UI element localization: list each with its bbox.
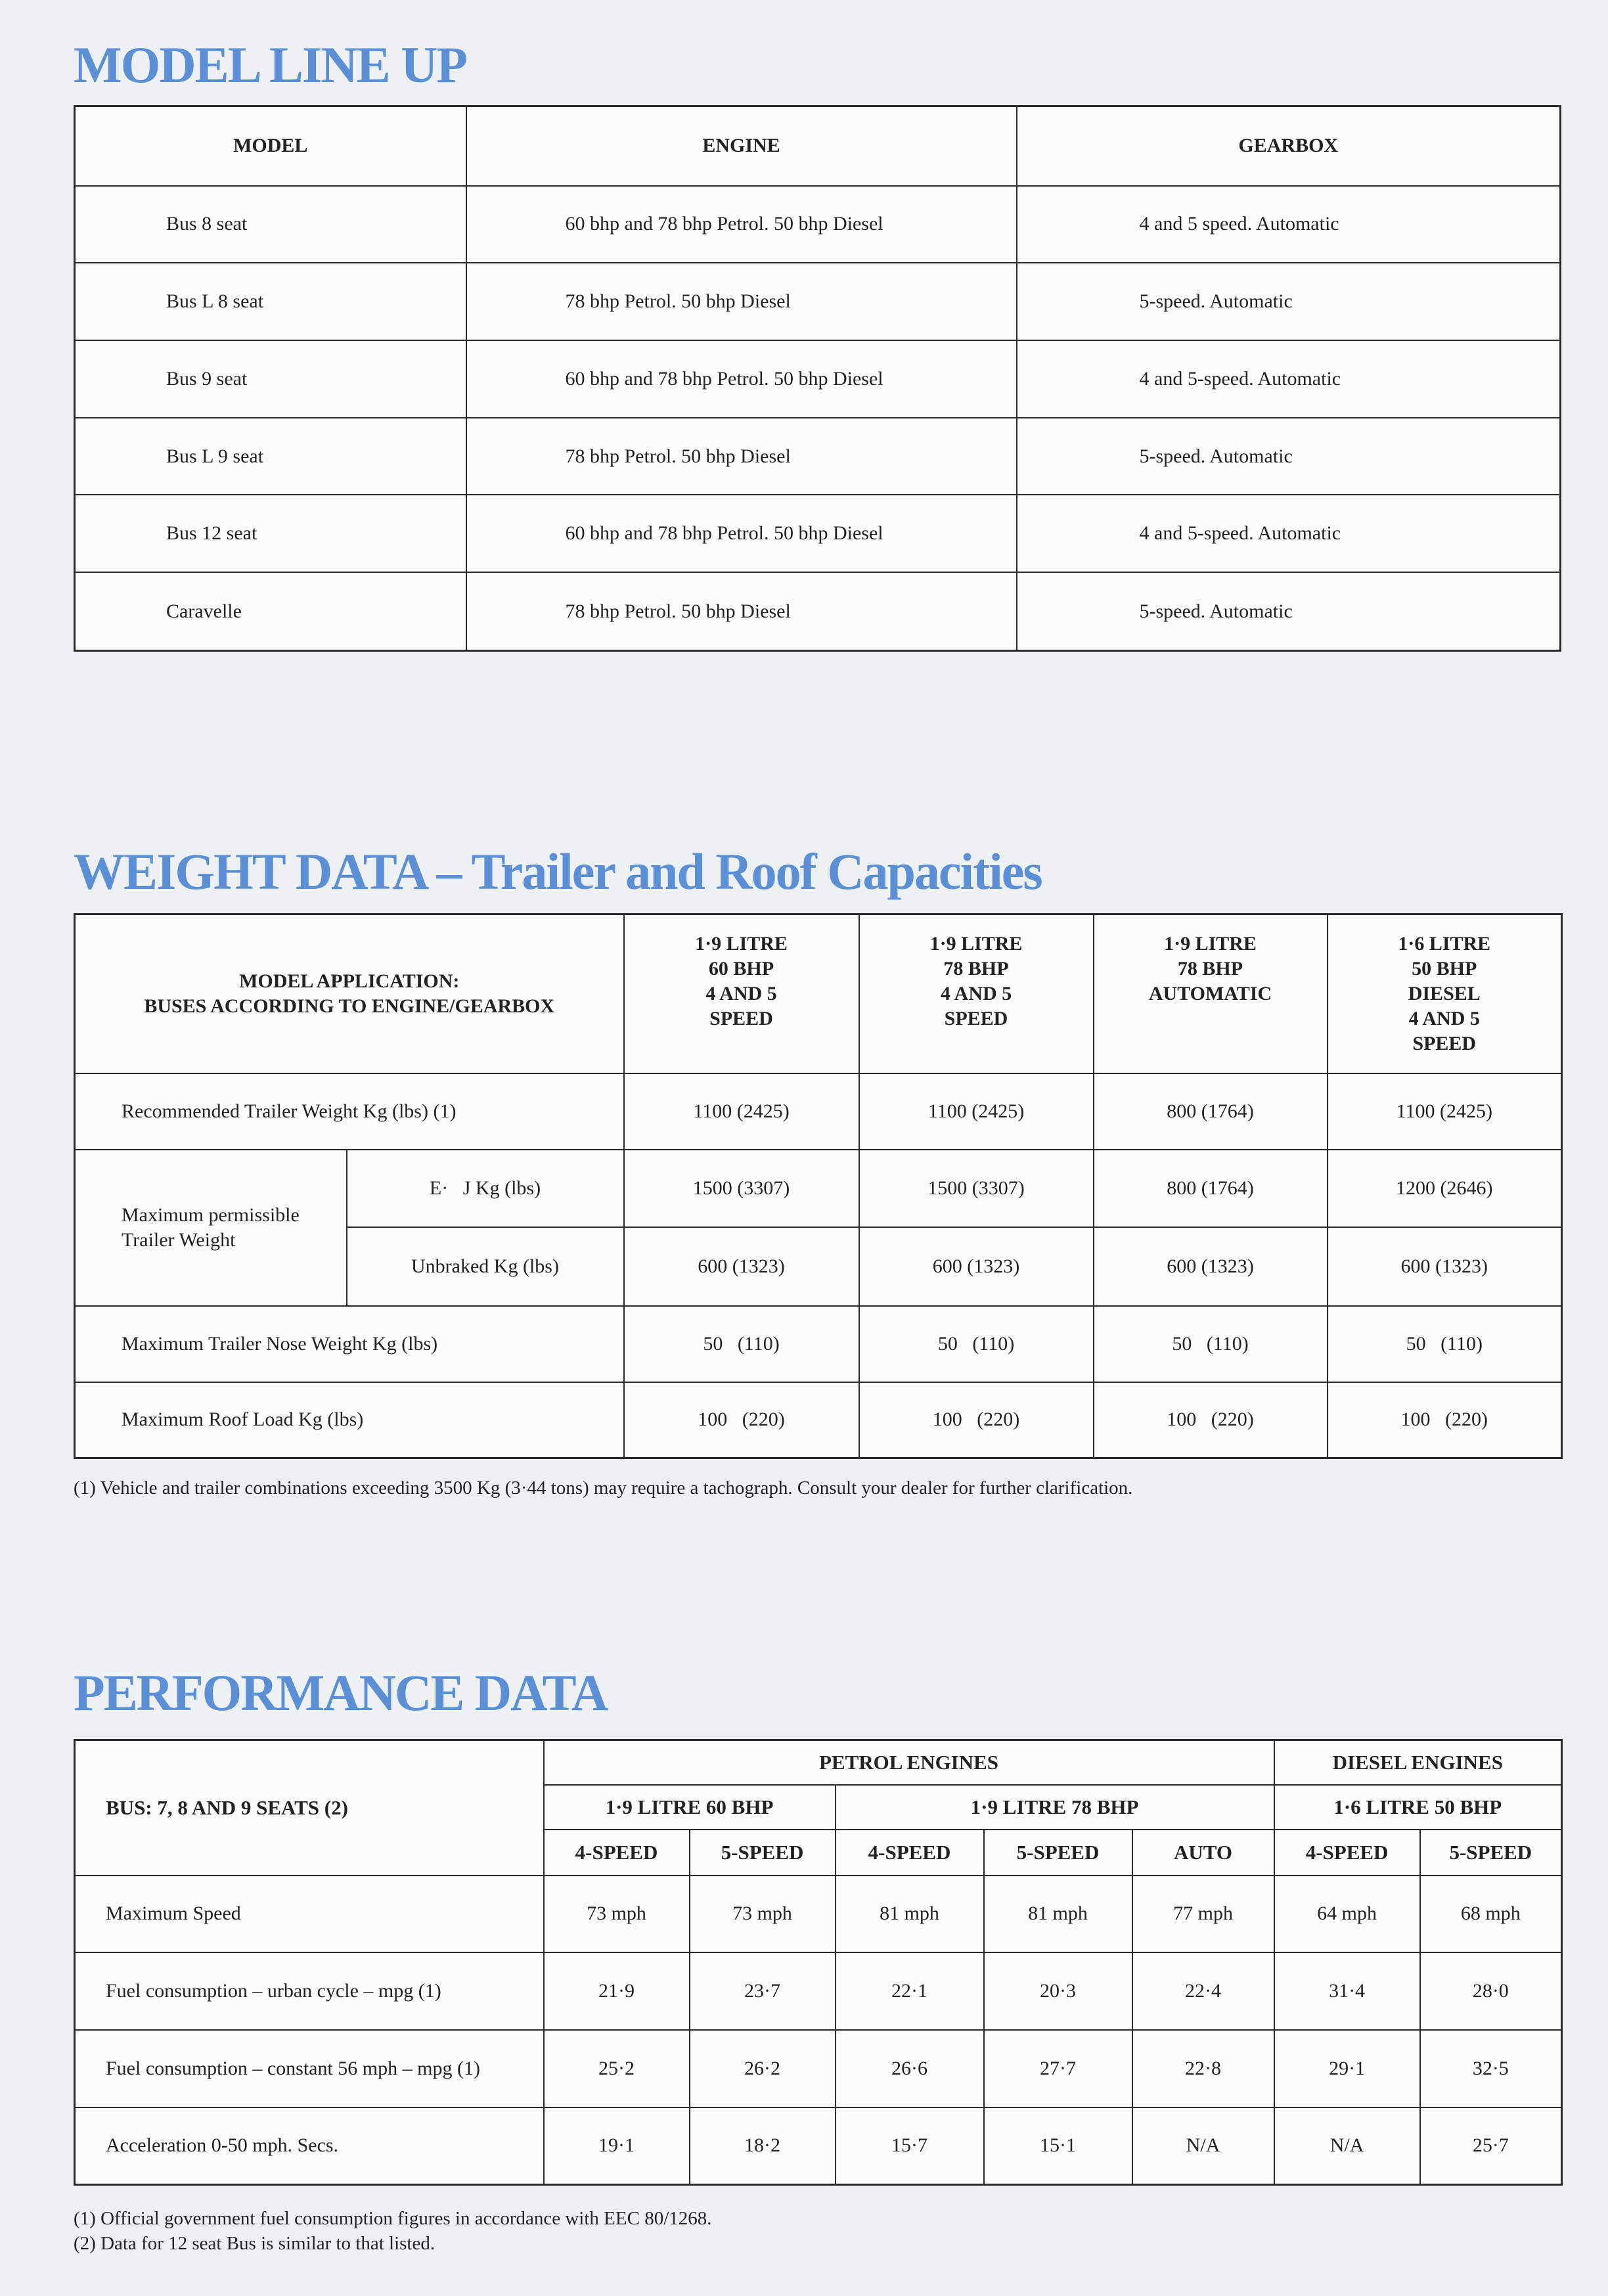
gearbox-header: 5-SPEED	[984, 1830, 1132, 1876]
table-header-row	[75, 1740, 1562, 1785]
table-row	[75, 1382, 1562, 1458]
column-header-1-9-60: 1·9 LITRE 60 BHP 4 AND 5 SPEED	[624, 914, 859, 1073]
value-cell: 1100 (2425)	[1328, 1073, 1562, 1150]
value-cell: 15·7	[836, 2107, 984, 2185]
column-header-1-9-78-auto: 1·9 LITRE 78 BHP AUTOMATIC	[1094, 914, 1328, 1073]
row-label: Maximum Trailer Nose Weight Kg (lbs)	[75, 1306, 624, 1382]
value-cell: 1200 (2646)	[1328, 1150, 1562, 1227]
table-row	[75, 1876, 1562, 1952]
value-cell: 68 mph	[1420, 1876, 1562, 1952]
table-header-row	[75, 106, 1561, 186]
value-cell: 18·2	[690, 2107, 836, 2185]
table-row	[75, 1150, 1562, 1227]
value-cell: 19·1	[544, 2107, 690, 2185]
table-row	[75, 2030, 1562, 2107]
value-cell: 20·3	[984, 1952, 1132, 2030]
value-cell: 600 (1323)	[1328, 1227, 1562, 1306]
model-lineup-title: MODEL LINE UP	[74, 36, 467, 93]
engine-cell: 60 bhp and 78 bhp Petrol. 50 bhp Diesel	[466, 340, 1017, 418]
table-row	[75, 418, 1561, 495]
column-header: GEARBOX	[1017, 106, 1561, 186]
column-header: MODEL	[75, 106, 466, 186]
model-cell: Bus L 9 seat	[75, 418, 466, 495]
value-cell: 81 mph	[984, 1876, 1132, 1952]
row-label: Fuel consumption – constant 56 mph – mpg (1)	[75, 2030, 544, 2107]
column-header: ENGINE	[466, 106, 1017, 186]
value-cell: 1500 (3307)	[859, 1150, 1094, 1227]
value-cell: 23·7	[690, 1952, 836, 2030]
table-row	[75, 263, 1561, 340]
engine-cell: 78 bhp Petrol. 50 bhp Diesel	[466, 418, 1017, 495]
gearbox-header: 5-SPEED	[690, 1830, 836, 1876]
table-row	[75, 1073, 1562, 1150]
model-cell: Bus 9 seat	[75, 340, 466, 418]
table-header-row	[75, 914, 1562, 1073]
table-row	[75, 2107, 1562, 2185]
value-cell: 800 (1764)	[1094, 1073, 1328, 1150]
table-row	[75, 1306, 1562, 1382]
value-cell: 800 (1764)	[1094, 1150, 1328, 1227]
model-cell: Bus 12 seat	[75, 495, 466, 572]
value-cell: 50 (110)	[1094, 1306, 1328, 1382]
bus-seats-header: BUS: 7, 8 AND 9 SEATS (2)	[75, 1740, 544, 1876]
gearbox-header: 5-SPEED	[1420, 1830, 1562, 1876]
value-cell: 22·1	[836, 1952, 984, 2030]
value-cell: 50 (110)	[624, 1306, 859, 1382]
table-row	[75, 1952, 1562, 2030]
value-cell: 600 (1323)	[624, 1227, 859, 1306]
value-cell: 15·1	[984, 2107, 1132, 2185]
value-cell: 22·8	[1132, 2030, 1274, 2107]
model-application-header	[75, 914, 624, 1073]
value-cell: 100 (220)	[859, 1382, 1094, 1458]
value-cell: 1100 (2425)	[624, 1073, 859, 1150]
value-cell: 600 (1323)	[859, 1227, 1094, 1306]
value-cell: 27·7	[984, 2030, 1132, 2107]
value-cell: 73 mph	[544, 1876, 690, 1952]
gearbox-cell: 5-speed. Automatic	[1017, 572, 1561, 650]
value-cell: 64 mph	[1274, 1876, 1420, 1952]
value-cell: 73 mph	[690, 1876, 836, 1952]
performance-footnote-1: (1) Official government fuel consumption figures in accordance with EEC 80/1268.	[74, 2208, 712, 2229]
table-row	[75, 572, 1561, 650]
engine-60-header: 1·9 LITRE 60 BHP	[544, 1785, 836, 1830]
model-lineup-table	[74, 105, 1561, 652]
value-cell: 25·2	[544, 2030, 690, 2107]
value-cell: 1500 (3307)	[624, 1150, 859, 1227]
value-cell: 29·1	[1274, 2030, 1420, 2107]
value-cell: 100 (220)	[624, 1382, 859, 1458]
weight-footnote: (1) Vehicle and trailer combinations exceeding 3500 Kg (3·44 tons) may require a tachograph. Consult your dealer for further clarification.	[74, 1477, 1133, 1498]
gearbox-header: 4-SPEED	[544, 1830, 690, 1876]
gearbox-cell: 5-speed. Automatic	[1017, 263, 1561, 340]
value-cell: 50 (110)	[1328, 1306, 1562, 1382]
engine-cell: 78 bhp Petrol. 50 bhp Diesel	[466, 572, 1017, 650]
table-row	[75, 186, 1561, 263]
gearbox-cell: 4 and 5-speed. Automatic	[1017, 340, 1561, 418]
engine-cell: 60 bhp and 78 bhp Petrol. 50 bhp Diesel	[466, 186, 1017, 263]
model-cell: Caravelle	[75, 572, 466, 650]
engine-cell: 78 bhp Petrol. 50 bhp Diesel	[466, 263, 1017, 340]
engine-diesel-header: 1·6 LITRE 50 BHP	[1274, 1785, 1562, 1830]
column-header-1-6-diesel: 1·6 LITRE 50 BHP DIESEL 4 AND 5 SPEED	[1328, 914, 1562, 1073]
performance-data-table	[74, 1739, 1563, 2186]
value-cell: 600 (1323)	[1094, 1227, 1328, 1306]
row-label: Recommended Trailer Weight Kg (lbs) (1)	[75, 1073, 624, 1150]
value-cell: 100 (220)	[1328, 1382, 1562, 1458]
value-cell: 50 (110)	[859, 1306, 1094, 1382]
value-cell: N/A	[1274, 2107, 1420, 2185]
row-label: Fuel consumption – urban cycle – mpg (1)	[75, 1952, 544, 2030]
header-line: BUSES ACCORDING TO ENGINE/GEARBOX	[144, 995, 555, 1017]
header-line: MODEL APPLICATION:	[239, 970, 460, 992]
performance-footnote-2: (2) Data for 12 seat Bus is similar to that listed.	[74, 2233, 436, 2254]
table-row	[75, 495, 1561, 572]
gearbox-cell: 4 and 5 speed. Automatic	[1017, 186, 1561, 263]
gearbox-header: AUTO	[1132, 1830, 1274, 1876]
diesel-engines-header: DIESEL ENGINES	[1274, 1740, 1562, 1785]
model-cell: Bus L 8 seat	[75, 263, 466, 340]
value-cell: 26·6	[836, 2030, 984, 2107]
engine-78-header: 1·9 LITRE 78 BHP	[836, 1785, 1274, 1830]
value-cell: 26·2	[690, 2030, 836, 2107]
weight-data-title: WEIGHT DATA – Trailer and Roof Capacities	[74, 843, 1042, 900]
value-cell: 81 mph	[836, 1876, 984, 1952]
column-header-1-9-78: 1·9 LITRE 78 BHP 4 AND 5 SPEED	[859, 914, 1094, 1073]
row-label: Acceleration 0-50 mph. Secs.	[75, 2107, 544, 2185]
value-cell: 22·4	[1132, 1952, 1274, 2030]
engine-cell: 60 bhp and 78 bhp Petrol. 50 bhp Diesel	[466, 495, 1017, 572]
model-cell: Bus 8 seat	[75, 186, 466, 263]
row-label: Maximum Speed	[75, 1876, 544, 1952]
value-cell: 1100 (2425)	[859, 1073, 1094, 1150]
value-cell: 21·9	[544, 1952, 690, 2030]
value-cell: 31·4	[1274, 1952, 1420, 2030]
table-row	[75, 340, 1561, 418]
value-cell: 32·5	[1420, 2030, 1562, 2107]
row-label: Maximum permissible Trailer Weight	[75, 1150, 347, 1306]
value-cell: 100 (220)	[1094, 1382, 1328, 1458]
gearbox-header: 4-SPEED	[836, 1830, 984, 1876]
weight-data-table	[74, 913, 1563, 1459]
petrol-engines-header: PETROL ENGINES	[544, 1740, 1274, 1785]
row-sublabel: Unbraked Kg (lbs)	[347, 1227, 624, 1306]
value-cell: 25·7	[1420, 2107, 1562, 2185]
gearbox-header: 4-SPEED	[1274, 1830, 1420, 1876]
gearbox-cell: 5-speed. Automatic	[1017, 418, 1561, 495]
value-cell: N/A	[1132, 2107, 1274, 2185]
value-cell: 28·0	[1420, 1952, 1562, 2030]
gearbox-cell: 4 and 5-speed. Automatic	[1017, 495, 1561, 572]
row-label: Maximum Roof Load Kg (lbs)	[75, 1382, 624, 1458]
value-cell: 77 mph	[1132, 1876, 1274, 1952]
performance-data-title: PERFORMANCE DATA	[74, 1664, 608, 1721]
row-sublabel: E· J Kg (lbs)	[347, 1150, 624, 1227]
